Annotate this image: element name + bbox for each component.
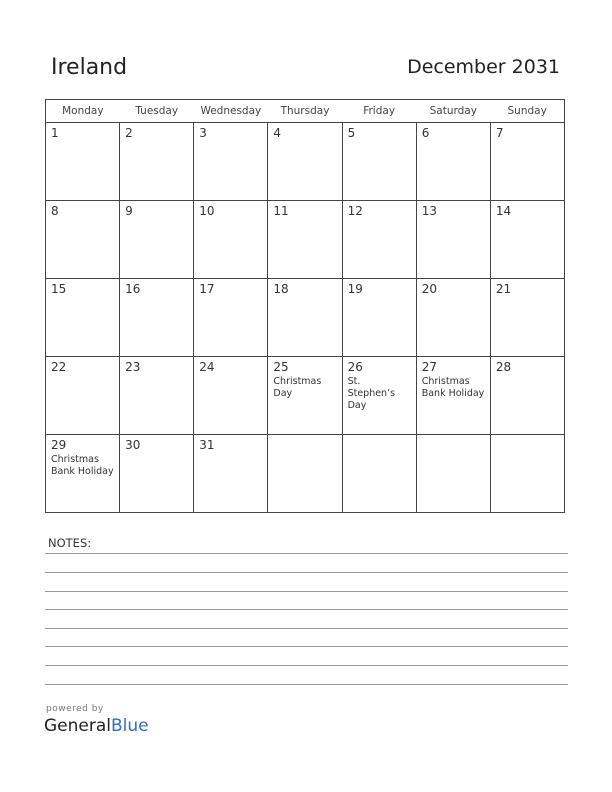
day-number: 4: [273, 126, 282, 140]
brand-general: General: [44, 716, 111, 736]
day-number: 20: [421, 282, 437, 296]
day-cell: [46, 435, 120, 513]
day-number: 27: [421, 360, 437, 374]
brand-logo: [44, 716, 149, 736]
holiday-label: Christmas Bank Holiday: [51, 454, 114, 477]
powered-by-text: powered by: [46, 704, 104, 714]
weekday-header: Sunday: [490, 100, 564, 123]
weekday-header: Saturday: [416, 100, 490, 123]
holiday-label: Christmas Day: [273, 376, 322, 399]
week-row: [46, 123, 565, 201]
day-number: 7: [495, 126, 504, 140]
day-cell: [490, 357, 564, 435]
day-cell: [120, 279, 194, 357]
notes-line: [45, 665, 568, 666]
day-number: 11: [273, 204, 289, 218]
notes-line: [45, 684, 568, 685]
day-cell: [46, 279, 120, 357]
day-cell: [268, 279, 342, 357]
day-cell: [416, 435, 490, 513]
day-number: 9: [125, 204, 133, 218]
day-number: 16: [125, 282, 141, 296]
weekday-header-row: [46, 100, 565, 123]
day-number: 1: [51, 126, 59, 140]
week-row: [46, 357, 565, 435]
day-cell: [46, 201, 120, 279]
day-number: 26: [347, 360, 363, 374]
day-cell: [342, 435, 416, 513]
day-cell: [490, 201, 564, 279]
day-cell: [194, 279, 268, 357]
day-number: 10: [199, 204, 215, 218]
day-cell: [490, 123, 564, 201]
day-number: 22: [51, 360, 67, 374]
day-number: 31: [199, 438, 215, 452]
week-row: [46, 435, 565, 513]
day-cell: [120, 435, 194, 513]
brand-blue: Blue: [111, 716, 149, 736]
day-cell: [46, 357, 120, 435]
day-cell: [416, 279, 490, 357]
day-cell: [342, 123, 416, 201]
weekday-header: Thursday: [268, 100, 342, 123]
day-number: 5: [347, 126, 356, 140]
day-cell: [268, 357, 342, 435]
day-cell: [416, 201, 490, 279]
day-number: 30: [125, 438, 141, 452]
notes-line: [45, 646, 568, 647]
day-number: 23: [125, 360, 141, 374]
day-cell: [490, 279, 564, 357]
day-number: 24: [199, 360, 215, 374]
day-cell: [342, 279, 416, 357]
day-number: 18: [273, 282, 289, 296]
day-cell: [120, 357, 194, 435]
country-title: Ireland: [51, 55, 128, 80]
day-number: 29: [51, 438, 67, 452]
day-cell: [490, 435, 564, 513]
weekday-header: Friday: [342, 100, 416, 123]
weekday-header: Monday: [46, 100, 120, 123]
day-cell: [120, 201, 194, 279]
week-row: [46, 279, 565, 357]
day-cell: [416, 357, 490, 435]
day-cell: [342, 357, 416, 435]
day-cell: [342, 201, 416, 279]
weekday-header: Wednesday: [194, 100, 268, 123]
day-cell: [194, 123, 268, 201]
day-number: 28: [495, 360, 512, 374]
day-number: 19: [347, 282, 363, 296]
day-number: 8: [51, 204, 59, 218]
week-row: [46, 201, 565, 279]
day-cell: [194, 435, 268, 513]
day-number: 14: [495, 204, 512, 218]
day-number: 2: [125, 126, 133, 140]
day-number: 6: [421, 126, 430, 140]
day-number: 12: [347, 204, 363, 218]
notes-line: [45, 572, 568, 573]
day-number: 21: [495, 282, 512, 296]
calendar-grid: [45, 99, 565, 513]
day-number: 25: [273, 360, 289, 374]
day-cell: [120, 123, 194, 201]
notes-line: [45, 591, 568, 592]
day-cell: [268, 123, 342, 201]
day-number: 15: [51, 282, 67, 296]
notes-line: [45, 609, 568, 610]
day-cell: [194, 357, 268, 435]
notes-label: NOTES:: [48, 536, 92, 550]
notes-line: [45, 553, 568, 554]
day-cell: [46, 123, 120, 201]
day-cell: [268, 435, 342, 513]
day-cell: [268, 201, 342, 279]
weekday-header: Tuesday: [120, 100, 194, 123]
holiday-label: St. Stephen’s Day: [347, 376, 396, 411]
day-number: 3: [199, 126, 207, 140]
notes-line: [45, 628, 568, 629]
day-number: 17: [199, 282, 215, 296]
month-title: December 2031: [407, 56, 560, 78]
day-cell: [416, 123, 490, 201]
holiday-label: Christmas Bank Holiday: [421, 376, 485, 399]
day-cell: [194, 201, 268, 279]
day-number: 13: [421, 204, 437, 218]
